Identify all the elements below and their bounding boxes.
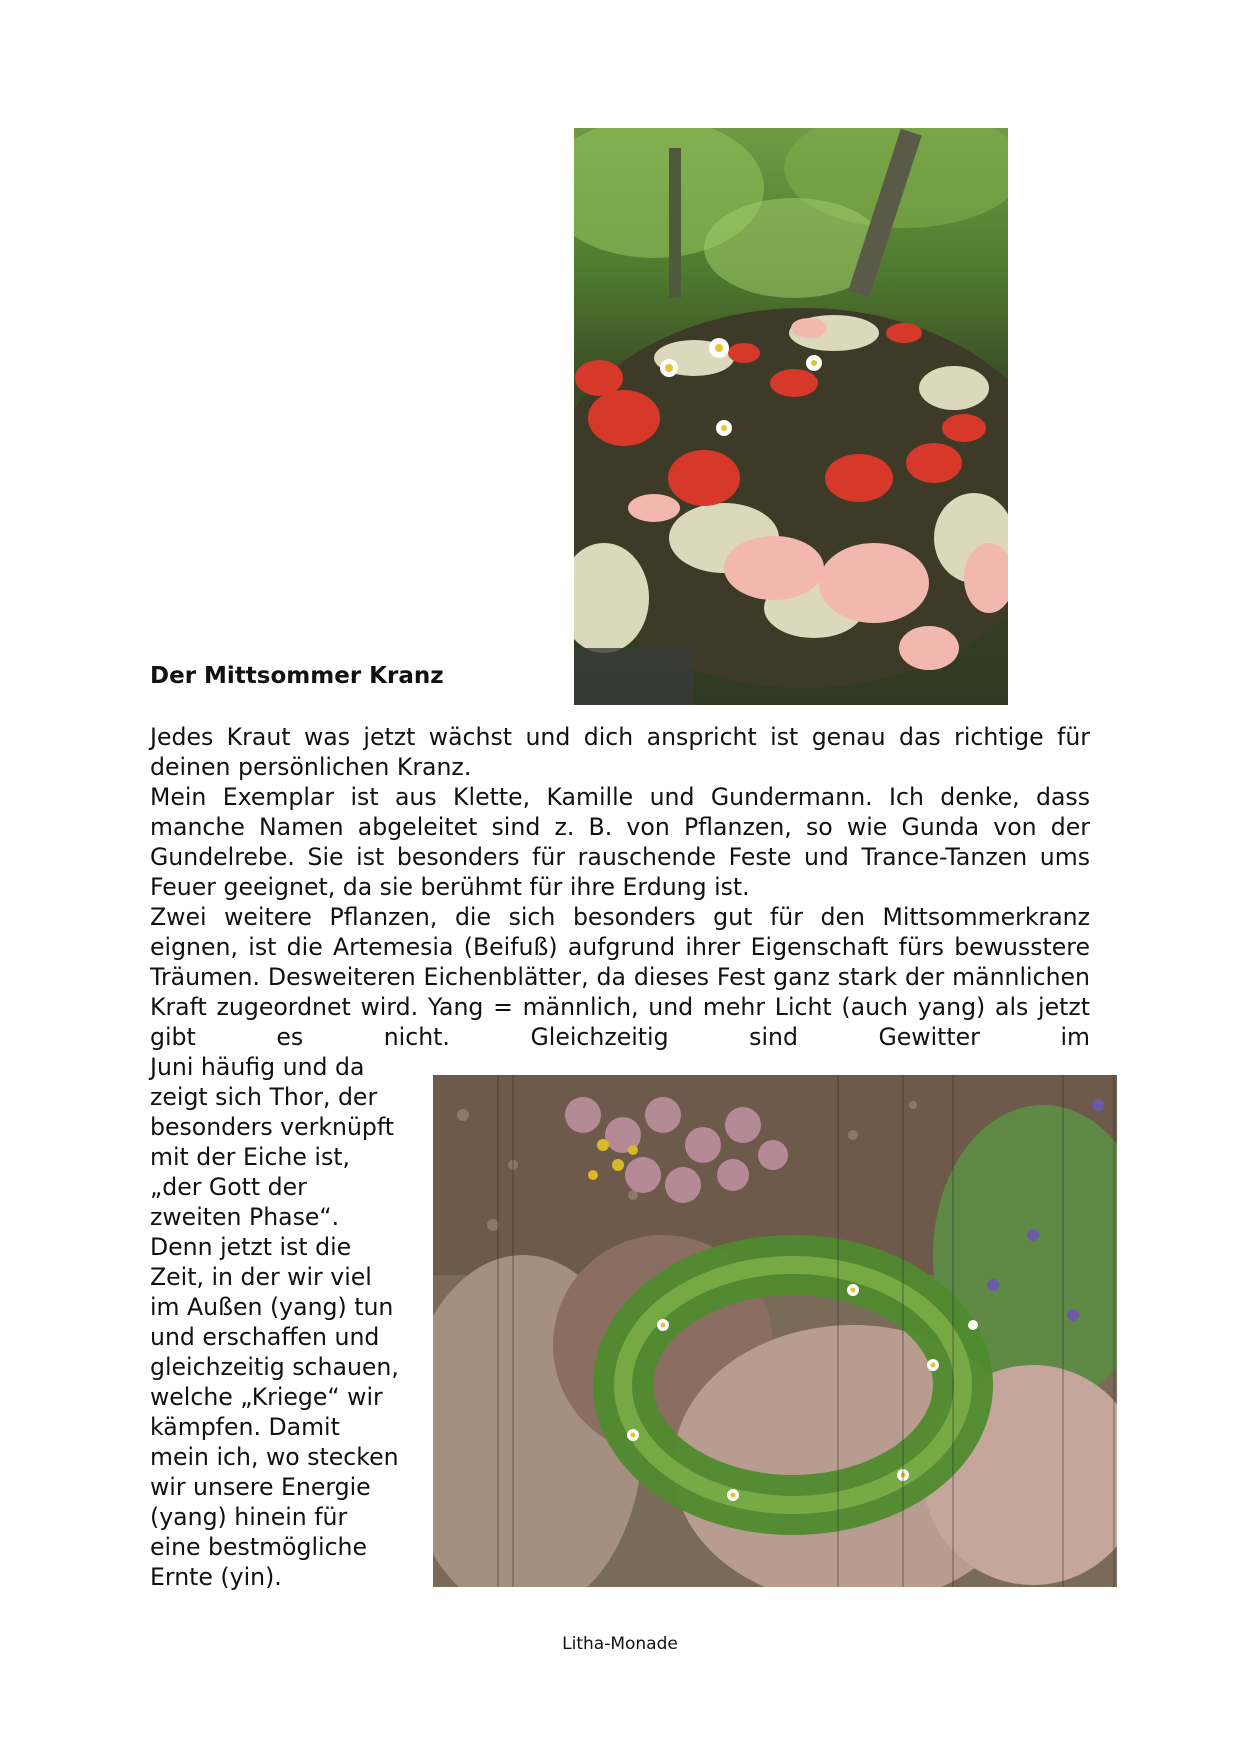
text-line: kämpfen. Damit	[150, 1413, 340, 1441]
paragraph-3: Zwei weitere Pflanzen, die sich besonders gut für den Mittsommerkranz eignen, ist die Artemesia (Beifuß) aufgrund ihrer Eigenschaft fürs bewusstere Träumen. Desweiteren Eichenblätter, da dieses Fest ganz stark der männlichen Kraft zugeordnet wird. Yang = männlich, und mehr Licht (auch yang) als jetzt gibt es nicht. Gleichzeitig sind Gewitter im	[150, 903, 1090, 1051]
text-line: mit der Eiche ist,	[150, 1143, 350, 1171]
text-line: eine bestmögliche	[150, 1533, 368, 1561]
text-line: (yang) hinein für	[150, 1503, 348, 1531]
herb-wreath-on-stones-photo	[433, 1075, 1117, 1587]
text-line: und erschaffen und	[150, 1323, 380, 1351]
text-line: zeigt sich Thor, der	[150, 1083, 378, 1111]
text-line: Ernte (yin).	[150, 1563, 282, 1591]
body-text-narrow-column	[150, 1052, 420, 1592]
forest-flower-circle-photo	[574, 128, 1008, 705]
paragraph-2: Mein Exemplar ist aus Klette, Kamille und Gundermann. Ich denke, dass manche Namen abgeleitet sind z. B. von Pflanzen, so wie Gunda von der Gundelrebe. Sie ist besonders für rauschende Feste und Trance-Tanzen ums Feuer geeignet, da sie berühmt für ihre Erdung ist.	[150, 783, 1090, 901]
body-text	[150, 722, 1090, 1052]
text-line: mein ich, wo stecken	[150, 1443, 399, 1471]
text-line: gleichzeitig schauen,	[150, 1353, 399, 1381]
text-line: Zeit, in der wir viel	[150, 1263, 372, 1291]
text-line: im Außen (yang) tun	[150, 1293, 394, 1321]
text-line: wir unsere Energie	[150, 1473, 371, 1501]
page-footer: Litha-Monade	[562, 1634, 678, 1654]
text-line: Denn jetzt ist die	[150, 1233, 352, 1261]
text-line: besonders verknüpft	[150, 1113, 395, 1141]
text-line: welche „Kriege“ wir	[150, 1383, 383, 1411]
text-line: Juni häufig und da	[150, 1053, 365, 1081]
document-heading: Der Mittsommer Kranz	[150, 663, 444, 689]
text-line: zweiten Phase“.	[150, 1203, 340, 1231]
text-line: „der Gott der	[150, 1173, 307, 1201]
paragraph-1: Jedes Kraut was jetzt wächst und dich anspricht ist genau das richtige für deinen persönlichen Kranz.	[150, 723, 1090, 781]
